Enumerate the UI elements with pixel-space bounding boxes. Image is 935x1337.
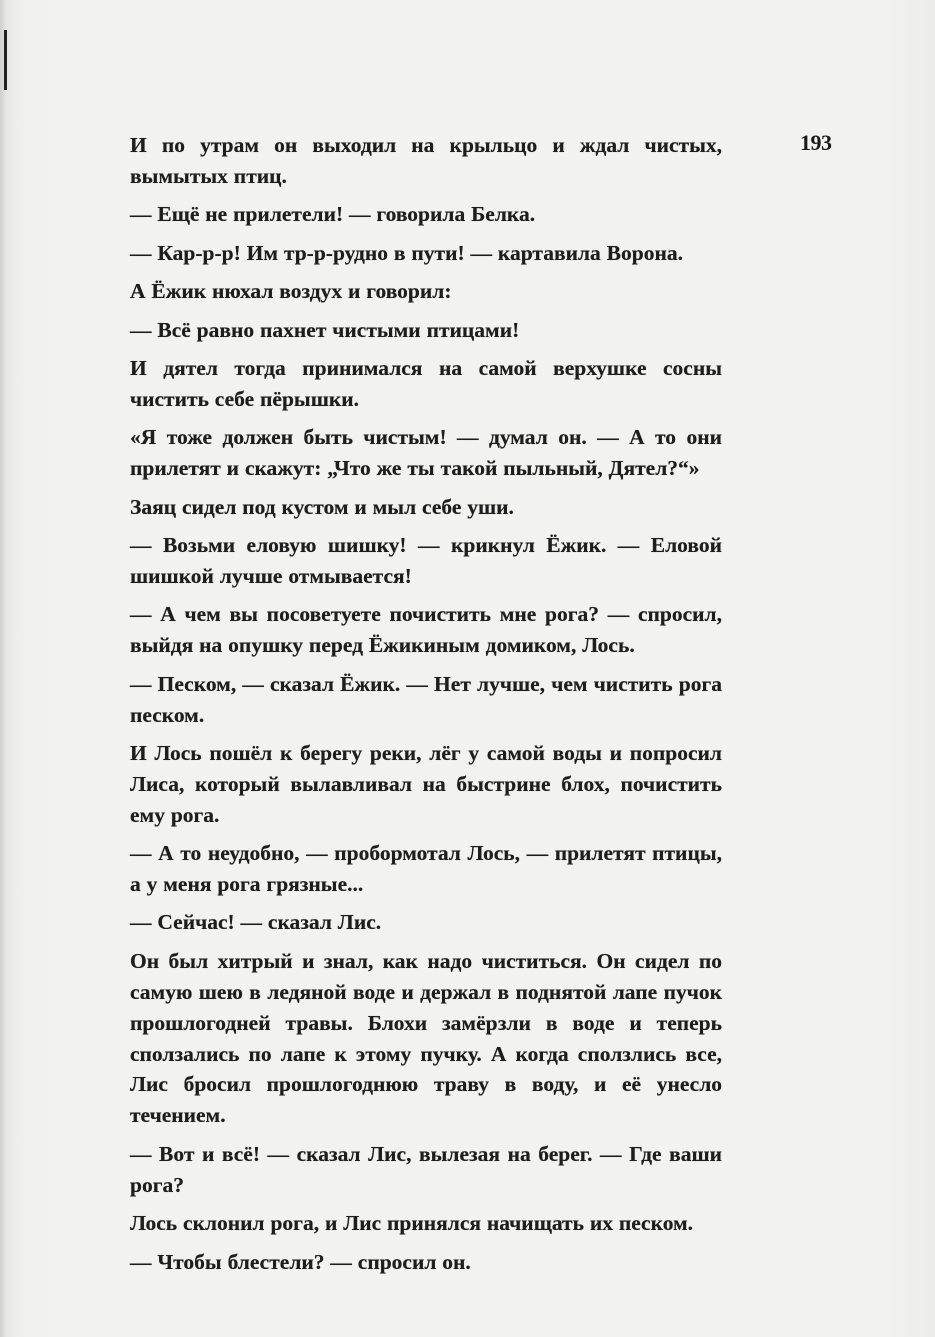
paragraph: — Возьми еловую шишку! — крикнул Ёжик. — Еловой шишкой лучше отмывается! [130,532,722,588]
paragraph: Он был хитрый и знал, как надо чиститься. Он сидел по самую шею в ледяной воде и держал в поднятой лапе пучок прошлогодней травы. Блохи замёрзли в воде и теперь сползались по лапе к этому пучку. А когда сползлись все, Лис бросил прошлогоднюю траву в воду, и её унесло течением. [130,948,722,1128]
story-text [130,130,722,1277]
paragraph: Лось склонил рога, и Лис принялся начищать их песком. [130,1211,694,1236]
paragraph: — Вот и всё! — сказал Лис, вылезая на берег. — Где ваши рога? [130,1141,722,1197]
paragraph: — Песком, — сказал Ёжик. — Нет лучше, чем чистить рога песком. [130,671,722,727]
paragraph: — Кар-р-р! Им тр-р-рудно в пути! — картавила Ворона. [130,240,683,265]
binding-edge [4,30,7,90]
paragraph: — А то неудобно, — пробормотал Лось, — прилетят птицы, а у меня рога грязные... [130,841,722,897]
paragraph: А Ёжик нюхал воздух и говорил: [130,279,452,304]
paragraph: И по утрам он выходил на крыльцо и ждал чистых, вымытых птиц. [130,133,722,188]
paragraph: И Лось пошёл к берегу реки, лёг у самой воды и попросил Лиса, который вылавливал на быстрине блох, почистить ему рога. [130,740,722,827]
paragraph: — Сейчас! — сказал Лис. [130,910,382,935]
page-number: 193 [800,130,832,155]
paragraph: «Я тоже должен быть чистым! — думал он. — А то они прилетят и скажут: „Что же ты такой пыльный, Дятел?“» [130,425,722,481]
paragraph: — Ещё не прилетели! — говорила Белка. [130,202,536,227]
paragraph: — Чтобы блестели? — спросил он. [130,1249,471,1274]
paragraph: — Всё равно пахнет чистыми птицами! [130,317,520,342]
paragraph: — А чем вы посоветуете почистить мне рога? — спросил, выйдя на опушку перед Ёжикиным домиком, Лось. [130,602,722,658]
paragraph: И дятел тогда принимался на самой верхушке сосны чистить себе пёрышки. [130,355,722,411]
paragraph: Заяц сидел под кустом и мыл себе уши. [130,494,514,519]
